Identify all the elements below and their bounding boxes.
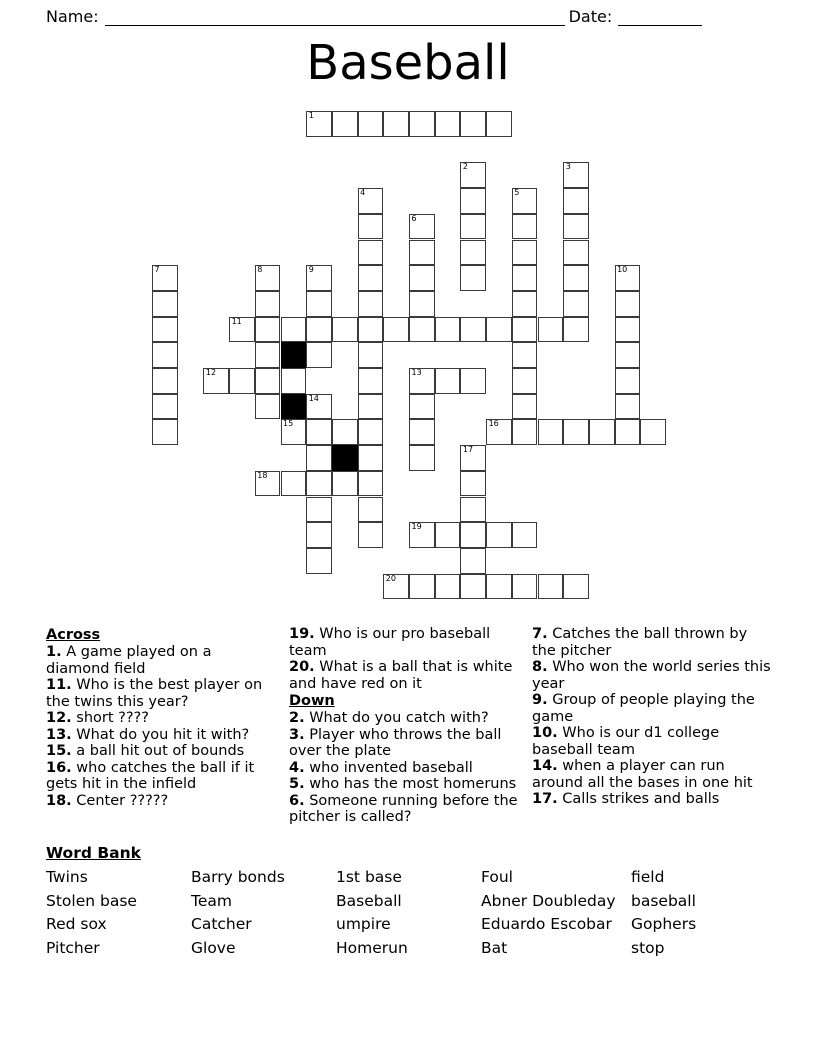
grid-cell[interactable] (358, 342, 384, 368)
grid-cell[interactable] (460, 240, 486, 266)
grid-cell[interactable] (255, 342, 281, 368)
word-bank-item: Bat (481, 938, 508, 957)
grid-cell[interactable] (460, 317, 486, 343)
grid-cell[interactable] (615, 291, 641, 317)
word-bank-item: Twins (46, 868, 88, 886)
grid-cell[interactable] (358, 445, 384, 471)
grid-cell[interactable] (512, 188, 538, 214)
grid-cell[interactable] (306, 497, 332, 523)
grid-cell[interactable] (460, 548, 486, 574)
grid-cell[interactable] (306, 471, 332, 497)
cell-number-11: 11 (231, 316, 242, 326)
grid-cell[interactable] (358, 291, 384, 317)
word-bank-heading: Word Bank (46, 844, 141, 862)
grid-cell[interactable] (152, 265, 178, 291)
grid-cell[interactable] (358, 471, 384, 497)
clues-column-1 (46, 626, 278, 809)
clue-text: who invented baseball (309, 759, 473, 776)
grid-cell[interactable] (409, 240, 435, 266)
cell-number-12: 12 (205, 368, 217, 377)
grid-cell[interactable] (512, 574, 538, 600)
grid-cell[interactable] (306, 394, 332, 420)
word-bank-item: Barry bonds (191, 868, 285, 886)
grid-cell[interactable] (563, 240, 589, 266)
cell-number-3: 3 (565, 162, 571, 172)
clue-num: 15. (46, 743, 72, 759)
grid-cell[interactable] (409, 445, 435, 471)
word-bank-item: baseball (631, 891, 696, 910)
grid-cell[interactable] (460, 265, 486, 291)
clue-text: who has the most homeruns (309, 776, 517, 792)
grid-cell[interactable] (512, 522, 538, 548)
grid-cell[interactable] (358, 419, 384, 445)
clue-num: 2. (289, 710, 305, 726)
grid-cell[interactable] (332, 317, 358, 343)
grid-cell[interactable] (281, 317, 307, 343)
clue-num: 19. (289, 626, 315, 642)
grid-cell[interactable] (281, 419, 307, 445)
grid-cell[interactable] (460, 574, 486, 600)
down-heading: Down (289, 693, 335, 709)
clue-across-20 (289, 659, 521, 692)
grid-cell[interactable] (229, 368, 255, 394)
grid-cell[interactable] (538, 574, 564, 600)
cell-number-15: 15 (283, 419, 294, 429)
grid-block-cell (281, 342, 307, 368)
grid-cell[interactable] (615, 394, 641, 420)
clue-across-11 (46, 677, 278, 710)
grid-cell[interactable] (409, 368, 435, 394)
clue-num: 14. (532, 758, 558, 774)
cell-number-17: 17 (462, 445, 474, 455)
grid-cell[interactable] (512, 240, 538, 266)
clue-num: 1. (46, 644, 62, 660)
clue-text: Someone running before the pitcher is called? (289, 792, 518, 825)
grid-cell[interactable] (486, 574, 512, 600)
word-bank-item: Gophers (631, 915, 697, 933)
clue-num: 20. (289, 659, 315, 675)
grid-cell[interactable] (486, 522, 512, 548)
grid-cell[interactable] (563, 188, 589, 214)
clues-column-3 (532, 626, 772, 808)
grid-cell[interactable] (538, 419, 564, 445)
grid-cell[interactable] (486, 111, 512, 137)
grid-cell[interactable] (358, 214, 384, 240)
clue-down-6 (289, 793, 521, 826)
grid-cell[interactable] (332, 419, 358, 445)
clue-text: Calls strikes and balls (562, 791, 720, 807)
clue-text: What do you hit it with? (76, 726, 250, 743)
grid-cell[interactable] (460, 188, 486, 214)
word-bank-section (46, 842, 770, 960)
grid-cell[interactable] (229, 317, 255, 343)
grid-cell[interactable] (512, 394, 538, 420)
grid-cell[interactable] (615, 419, 641, 445)
grid-cell[interactable] (409, 291, 435, 317)
clue-num: 6. (289, 792, 305, 809)
grid-cell[interactable] (435, 522, 461, 548)
clue-text: Group of people playing the game (532, 692, 755, 725)
cell-number-1: 1 (308, 111, 314, 120)
grid-cell[interactable] (512, 368, 538, 394)
grid-cell[interactable] (512, 214, 538, 240)
grid-cell[interactable] (409, 317, 435, 343)
clue-across-12 (46, 710, 278, 727)
grid-cell[interactable] (538, 317, 564, 343)
grid-cell[interactable] (640, 419, 666, 445)
clue-text: when a player can run around all the bases in one hit (532, 758, 753, 791)
grid-cell[interactable] (486, 419, 512, 445)
clue-text: Player who throws the ball over the plate (289, 726, 502, 759)
grid-cell[interactable] (358, 111, 384, 137)
clue-text: Who won the world series this year (532, 659, 771, 692)
cell-number-2: 2 (462, 162, 468, 172)
word-bank-item: Pitcher (46, 938, 100, 957)
clue-across-18 (46, 793, 278, 810)
cell-number-14: 14 (308, 393, 319, 403)
grid-cell[interactable] (358, 394, 384, 420)
grid-block-cell (281, 394, 307, 420)
word-bank-item: Foul (481, 868, 513, 886)
clue-text: Who is the best player on the twins this year? (46, 677, 263, 710)
grid-cell[interactable] (255, 471, 281, 497)
grid-cell[interactable] (332, 471, 358, 497)
date-label: Date: (568, 7, 613, 26)
cell-number-18: 18 (257, 470, 268, 480)
grid-cell[interactable] (563, 214, 589, 240)
grid-cell[interactable] (409, 214, 435, 240)
clue-down-5 (289, 776, 521, 793)
word-bank-item: Stolen base (46, 891, 137, 910)
clue-num: 3. (289, 726, 305, 743)
grid-cell[interactable] (255, 368, 281, 394)
grid-cell[interactable] (563, 419, 589, 445)
grid-cell[interactable] (358, 240, 384, 266)
page-title: Baseball (306, 35, 510, 91)
grid-cell[interactable] (409, 574, 435, 600)
cell-number-10: 10 (617, 265, 628, 275)
word-bank-item: Catcher (191, 915, 252, 933)
clue-num: 7. (532, 626, 548, 642)
grid-cell[interactable] (409, 522, 435, 548)
grid-cell[interactable] (358, 368, 384, 394)
grid-cell[interactable] (152, 419, 178, 445)
clue-down-7 (532, 626, 772, 659)
clues-column-2 (289, 626, 521, 826)
grid-cell[interactable] (460, 214, 486, 240)
cell-number-7: 7 (154, 265, 160, 275)
grid-cell[interactable] (383, 317, 409, 343)
word-bank-item: Baseball (336, 891, 402, 910)
grid-cell[interactable] (460, 162, 486, 188)
grid-cell[interactable] (563, 265, 589, 291)
clue-across-15 (46, 743, 278, 760)
clue-text: short ???? (76, 710, 149, 726)
grid-cell[interactable] (615, 265, 641, 291)
word-bank-item: Abner Doubleday (481, 891, 616, 910)
clue-across-16 (46, 760, 278, 793)
grid-cell[interactable] (306, 445, 332, 471)
grid-cell[interactable] (615, 342, 641, 368)
grid-cell[interactable] (460, 497, 486, 523)
clue-down-14 (532, 758, 772, 791)
clue-text: A game played on a diamond field (46, 644, 212, 677)
grid-cell[interactable] (306, 342, 332, 368)
clue-num: 18. (46, 792, 72, 809)
clue-text: who catches the ball if it gets hit in the infield (46, 759, 255, 792)
grid-cell[interactable] (281, 368, 307, 394)
word-bank-item: stop (631, 938, 665, 957)
grid-cell[interactable] (486, 317, 512, 343)
grid-cell[interactable] (512, 342, 538, 368)
cell-number-20: 20 (385, 573, 396, 583)
grid-cell[interactable] (358, 522, 384, 548)
grid-cell[interactable] (589, 419, 615, 445)
grid-cell[interactable] (409, 265, 435, 291)
clue-text: Who is our pro baseball team (289, 626, 491, 659)
grid-cell[interactable] (460, 522, 486, 548)
grid-cell[interactable] (460, 111, 486, 137)
word-bank-item: 1st base (336, 868, 402, 886)
clue-num: 4. (289, 759, 305, 776)
grid-cell[interactable] (409, 111, 435, 137)
clue-across-1 (46, 644, 278, 677)
grid-cell[interactable] (306, 317, 332, 343)
grid-cell[interactable] (281, 471, 307, 497)
clue-across-19 (289, 626, 521, 659)
word-bank-item: Homerun (336, 938, 408, 957)
grid-cell[interactable] (203, 368, 229, 394)
clue-text: Who is our d1 college baseball team (532, 725, 720, 758)
clue-num: 12. (46, 710, 72, 726)
grid-cell[interactable] (152, 342, 178, 368)
grid-cell[interactable] (512, 265, 538, 291)
clue-text: What do you catch with? (309, 710, 489, 726)
name-label: Name: (46, 7, 99, 26)
grid-cell[interactable] (512, 419, 538, 445)
clue-text: Center ????? (76, 792, 169, 809)
grid-cell[interactable] (306, 291, 332, 317)
grid-cell[interactable] (563, 291, 589, 317)
clue-num: 13. (46, 726, 72, 743)
grid-cell[interactable] (358, 188, 384, 214)
clue-num: 16. (46, 759, 72, 776)
grid-cell[interactable] (460, 368, 486, 394)
clue-down-17 (532, 791, 772, 808)
across-heading: Across (46, 627, 101, 643)
grid-cell[interactable] (409, 394, 435, 420)
word-bank-item: field (631, 868, 665, 886)
clue-down-10 (532, 725, 772, 758)
word-bank-item: Eduardo Escobar (481, 915, 612, 933)
grid-cell[interactable] (383, 111, 409, 137)
grid-cell[interactable] (460, 445, 486, 471)
word-bank-item: Glove (191, 938, 236, 957)
clue-num: 10. (532, 725, 558, 741)
clue-text: Catches the ball thrown by the pitcher (532, 626, 748, 659)
grid-cell[interactable] (306, 111, 332, 137)
grid-cell[interactable] (563, 317, 589, 343)
grid-cell[interactable] (306, 522, 332, 548)
grid-cell[interactable] (435, 368, 461, 394)
grid-cell[interactable] (435, 574, 461, 600)
grid-cell[interactable] (255, 265, 281, 291)
grid-cell[interactable] (255, 291, 281, 317)
clue-down-9 (532, 692, 772, 725)
grid-cell[interactable] (358, 497, 384, 523)
cell-number-19: 19 (411, 522, 422, 532)
word-bank-item: umpire (336, 915, 391, 933)
grid-cell[interactable] (460, 471, 486, 497)
clue-down-3 (289, 727, 521, 760)
cell-number-4: 4 (360, 188, 366, 198)
grid-cell[interactable] (358, 265, 384, 291)
grid-block-cell (332, 445, 358, 471)
grid-cell[interactable] (152, 317, 178, 343)
grid-cell[interactable] (306, 419, 332, 445)
word-bank-item: Team (191, 891, 232, 910)
grid-cell[interactable] (512, 317, 538, 343)
grid-cell[interactable] (152, 394, 178, 420)
cell-number-16: 16 (488, 419, 499, 429)
grid-cell[interactable] (409, 419, 435, 445)
clue-down-4 (289, 760, 521, 777)
cell-number-8: 8 (257, 265, 263, 275)
clues-section (46, 626, 770, 831)
grid-cell[interactable] (435, 317, 461, 343)
clue-num: 11. (46, 677, 72, 693)
grid-cell[interactable] (512, 291, 538, 317)
grid-cell[interactable] (332, 111, 358, 137)
grid-cell[interactable] (563, 574, 589, 600)
clue-down-8 (532, 659, 772, 692)
grid-cell[interactable] (306, 548, 332, 574)
grid-cell[interactable] (152, 368, 178, 394)
clue-across-13 (46, 727, 278, 744)
clue-num: 8. (532, 659, 548, 675)
cell-number-6: 6 (411, 213, 417, 223)
cell-number-9: 9 (308, 265, 314, 275)
grid-cell[interactable] (615, 317, 641, 343)
grid-cell[interactable] (255, 394, 281, 420)
grid-cell[interactable] (255, 317, 281, 343)
grid-cell[interactable] (152, 291, 178, 317)
grid-cell[interactable] (563, 162, 589, 188)
grid-cell[interactable] (615, 368, 641, 394)
grid-cell[interactable] (358, 317, 384, 343)
clue-num: 17. (532, 791, 558, 807)
grid-cell[interactable] (435, 111, 461, 137)
clue-text: a ball hit out of bounds (76, 743, 245, 759)
grid-cell[interactable] (306, 265, 332, 291)
clue-down-2 (289, 710, 521, 727)
clue-num: 5. (289, 776, 305, 792)
clue-num: 9. (532, 692, 548, 708)
cell-number-5: 5 (514, 188, 520, 198)
grid-cell[interactable] (383, 574, 409, 600)
clue-text: What is a ball that is white and have red on it (289, 659, 513, 692)
word-bank-list (46, 866, 770, 960)
cell-number-13: 13 (411, 368, 422, 377)
word-bank-item: Red sox (46, 915, 107, 933)
